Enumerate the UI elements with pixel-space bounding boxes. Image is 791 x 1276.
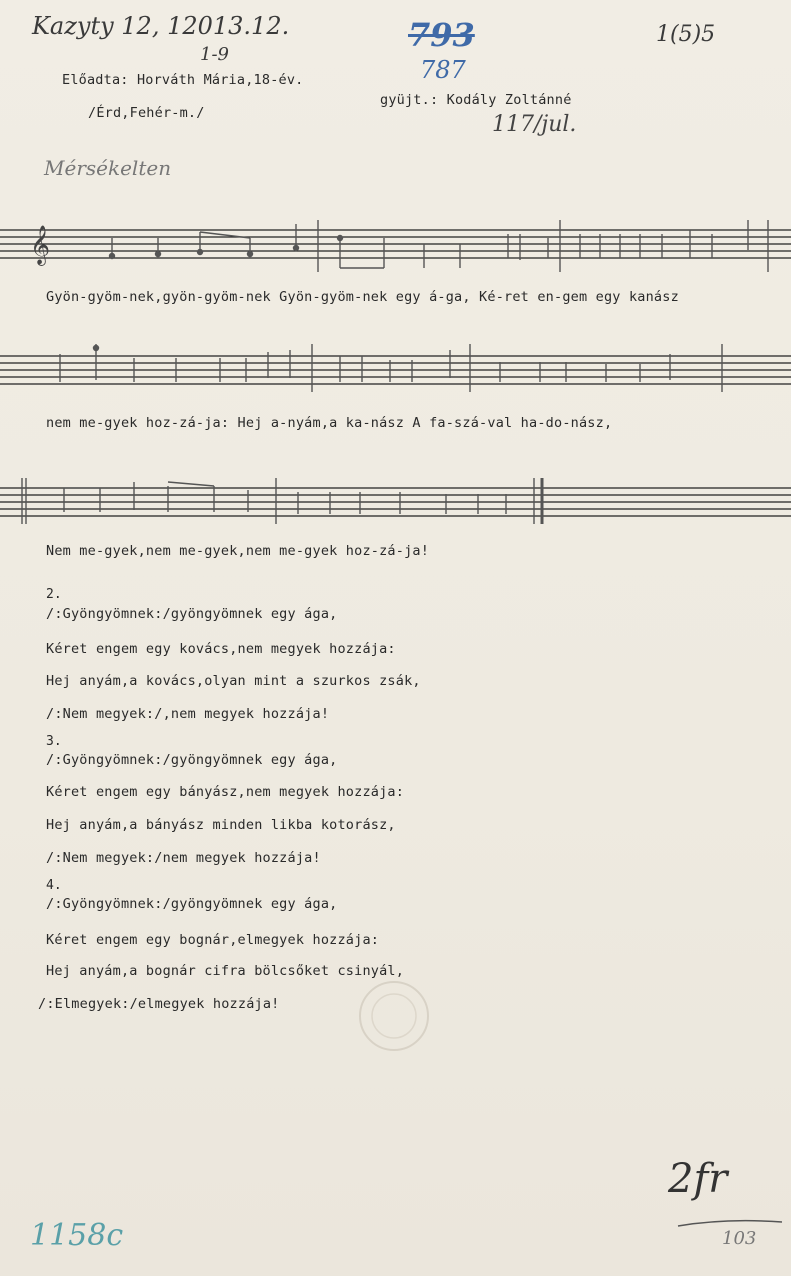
stanza-number: 2. bbox=[46, 587, 62, 602]
stanza-number: 3. bbox=[46, 734, 62, 749]
stanza-line: /:Gyöngyömnek:/gyöngyömnek egy ága, bbox=[46, 896, 338, 912]
catalog-new: 787 bbox=[420, 56, 466, 84]
stanza-number: 4. bbox=[46, 878, 62, 893]
lyrics-line-1: Gyön-gyöm-nek,gyön-gyöm-nek Gyön-gyöm-nek egy á-ga, Ké-ret en-gem egy kanász bbox=[46, 289, 679, 305]
inventory-number: 1158c bbox=[30, 1218, 124, 1253]
stanza-line: /:Gyöngyömnek:/gyöngyömnek egy ága, bbox=[46, 606, 338, 622]
range-note: 1-9 bbox=[200, 44, 229, 65]
stanza-line: /:Elmegyek:/elmegyek hozzája! bbox=[38, 996, 280, 1012]
stanza-line: Kéret engem egy bányász,nem megyek hozzája: bbox=[46, 784, 405, 800]
collector: gyüjt.: Kodály Zoltánné bbox=[380, 92, 572, 108]
faint-archive-stamp bbox=[356, 978, 432, 1054]
stanza-line: /:Nem megyek:/,nem megyek hozzája! bbox=[46, 706, 330, 722]
performer: Előadta: Horváth Mária,18-év. bbox=[62, 72, 304, 88]
signature: 2fr bbox=[668, 1156, 728, 1202]
catalog-crossed: 793 bbox=[408, 16, 475, 54]
stanza-line: /:Nem megyek:/nem megyek hozzája! bbox=[46, 850, 321, 866]
music-staff-3 bbox=[0, 472, 791, 532]
page-reference: 103 bbox=[722, 1228, 757, 1249]
stanza-line: Hej anyám,a kovács,olyan mint a szurkos zsák, bbox=[46, 673, 421, 689]
stanza-line: Hej anyám,a bognár cifra bölcsőket csinyál, bbox=[46, 963, 405, 979]
place: /Érd,Fehér-m./ bbox=[88, 105, 205, 121]
date-note: 117/jul. bbox=[492, 112, 577, 137]
music-staff-2 bbox=[0, 338, 791, 398]
stanza-line: Hej anyám,a bányász minden likba kotorász, bbox=[46, 817, 396, 833]
lyrics-line-2: nem me-gyek hoz-zá-ja: Hej a-nyám,a ka-nász A fa-szá-val ha-do-nász, bbox=[46, 415, 613, 431]
stanza-line: Kéret engem egy kovács,nem megyek hozzája: bbox=[46, 641, 396, 657]
stanza-line: /:Gyöngyömnek:/gyöngyömnek egy ága, bbox=[46, 752, 338, 768]
music-staff-1 bbox=[0, 210, 791, 280]
tempo-marking: Mérsékelten bbox=[44, 156, 172, 180]
page-number: 1(5)5 bbox=[656, 22, 716, 47]
lyrics-line-3: Nem me-gyek,nem me-gyek,nem me-gyek hoz-zá-ja! bbox=[46, 543, 430, 559]
svg-text:𝄞: 𝄞 bbox=[30, 225, 51, 265]
stanza-line: Kéret engem egy bognár,elmegyek hozzája: bbox=[46, 932, 380, 948]
archive-note: Kazyty 12, 12013.12. bbox=[32, 12, 290, 40]
